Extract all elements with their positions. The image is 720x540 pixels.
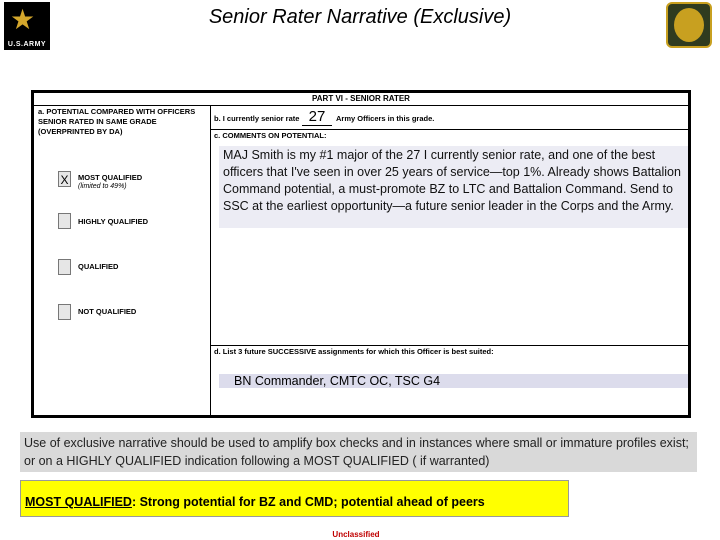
qualified-checkbox[interactable] bbox=[58, 259, 71, 275]
army-logo-text: U.S.ARMY bbox=[7, 41, 47, 48]
most-qualified-term: MOST QUALIFIED bbox=[25, 495, 132, 509]
not-qualified-checkbox[interactable] bbox=[58, 304, 71, 320]
assignments-label: d. List 3 future SUCCESSIVE assignments for which this Officer is best suited: bbox=[214, 347, 494, 356]
comments-label: c. COMMENTS ON POTENTIAL: bbox=[214, 131, 327, 140]
most-qualified-checkbox[interactable]: X bbox=[58, 171, 71, 187]
seal-emblem-icon bbox=[674, 8, 704, 42]
star-icon: ★ bbox=[10, 3, 36, 36]
successive-assignments[interactable]: BN Commander, CMTC OC, TSC G4 bbox=[219, 374, 688, 388]
army-insignia-seal-icon bbox=[666, 2, 712, 48]
form-divider bbox=[210, 129, 688, 130]
highly-qualified-checkbox[interactable] bbox=[58, 213, 71, 229]
highly-qualified-label: HIGHLY QUALIFIED bbox=[78, 217, 149, 226]
form-column-divider bbox=[210, 105, 211, 415]
senior-rate-label-prefix: b. I currently senior rate bbox=[214, 114, 300, 123]
most-qualified-sublabel: (limited to 49%) bbox=[78, 183, 127, 190]
most-qualified-label: MOST QUALIFIED bbox=[78, 173, 143, 182]
usage-note: Use of exclusive narrative should be used to amplify box checks and in instances where small or immature profiles exist; or on a HIGHLY QUALIFIED indication following a MOST QUALIFIED ( if warranted) bbox=[20, 432, 697, 472]
form-divider bbox=[210, 345, 688, 346]
most-qualified-definition-text: : Strong potential for BZ and CMD; potential ahead of peers bbox=[131, 495, 485, 509]
qualified-label: QUALIFIED bbox=[78, 262, 119, 271]
page-title: Senior Rater Narrative (Exclusive) bbox=[208, 6, 512, 28]
form-section-title: PART VI - SENIOR RATER bbox=[34, 93, 688, 106]
senior-rate-count-field[interactable]: 27 bbox=[302, 108, 332, 126]
senior-rater-form bbox=[31, 90, 691, 418]
not-qualified-label: NOT QUALIFIED bbox=[78, 307, 137, 316]
narrative-comments[interactable]: MAJ Smith is my #1 major of the 27 I currently senior rate, and one of the best officers that I've seen in over 25 years of service—top 1%. Already shows Battalion Command potential, a must-promote BZ to LTC and Battalion Command. Send to SSC at the earliest opportunity—a future senior leader in the Corps and the Army. bbox=[219, 146, 688, 228]
senior-rate-label-suffix: Army Officers in this grade. bbox=[336, 114, 435, 123]
most-qualified-definition bbox=[20, 480, 569, 517]
classification-banner: Unclassified bbox=[332, 530, 380, 539]
potential-label: a. POTENTIAL COMPARED WITH OFFICERS SENIOR RATED IN SAME GRADE (OVERPRINTED BY DA) bbox=[38, 107, 196, 136]
